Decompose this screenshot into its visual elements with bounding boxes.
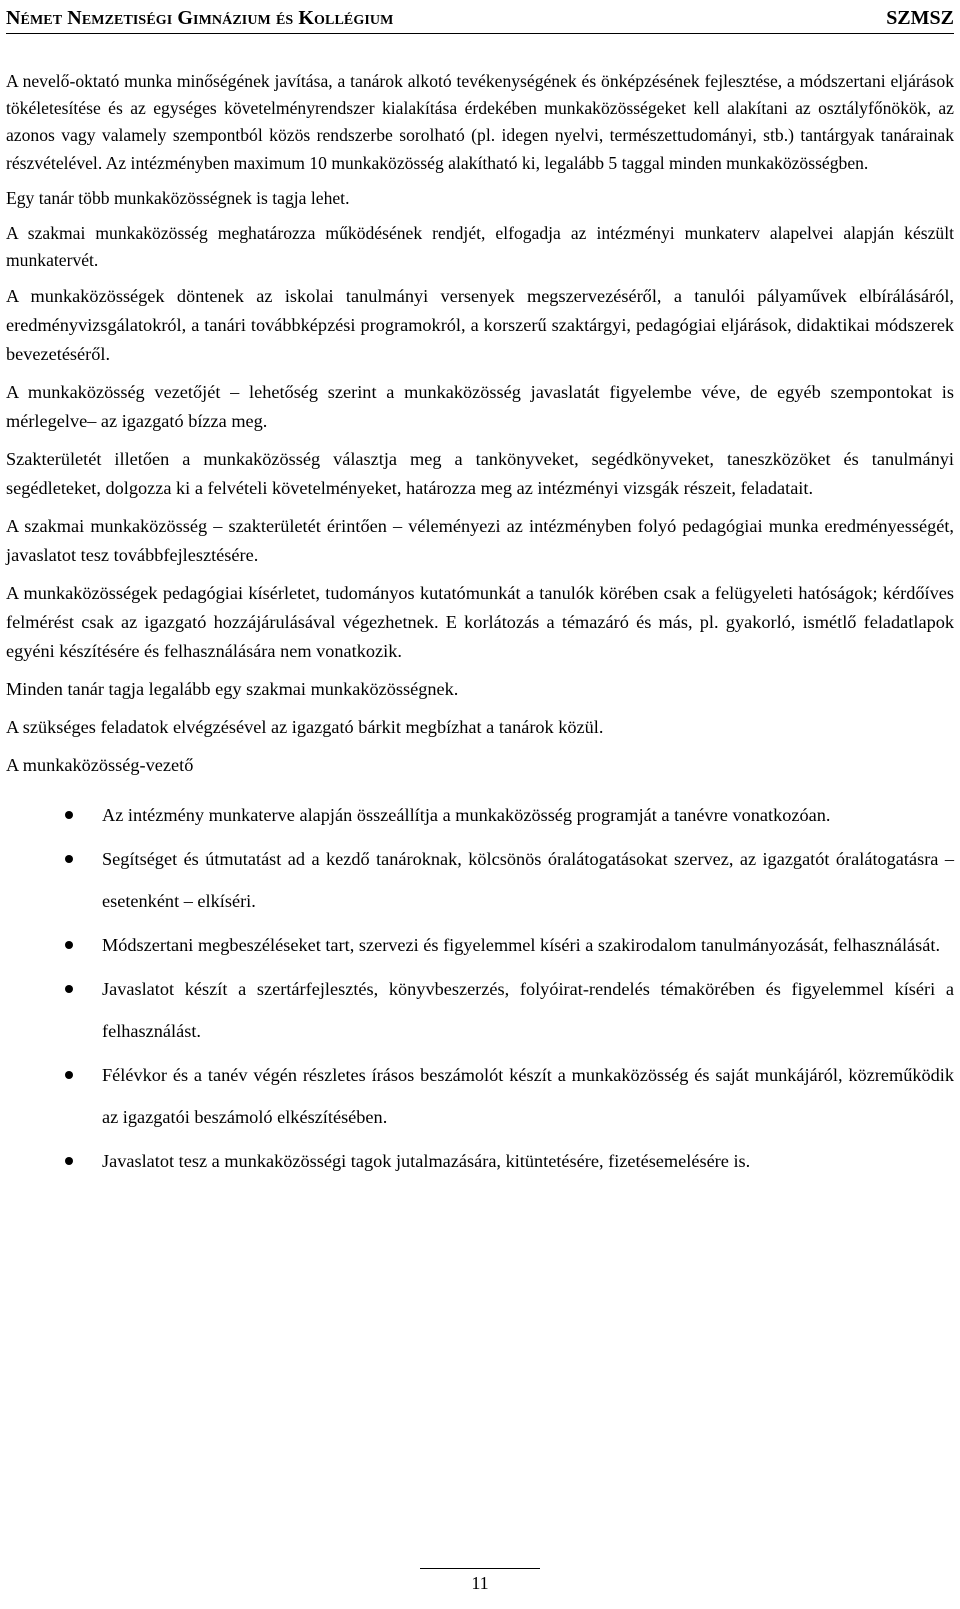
paragraph: A munkaközösség-vezető xyxy=(6,755,194,776)
list-item xyxy=(6,1140,954,1182)
list-item-text: Javaslatot készít a szertárfejlesztés, könyvbeszerzés, folyóirat-rendelés témakörében és figyelemmel kíséri a felhasználást. xyxy=(102,979,954,1042)
paragraph: Egy tanár több munkaközösségnek is tagja lehet. xyxy=(6,187,350,208)
footer-divider xyxy=(420,1568,540,1569)
list-item xyxy=(6,1054,954,1138)
list-item-text: Az intézmény munkaterve alapján összeállítja a munkaközösség programját a tanévre vonatkozóan. xyxy=(102,805,831,826)
bullet-icon xyxy=(65,985,73,993)
paragraph: A szakmai munkaközösség – szakterületét érintően – véleményezi az intézményben folyó pedagógiai munka eredményességét, javaslatot tesz továbbfejlesztésére. xyxy=(6,516,954,566)
document-abbreviation: SZMSZ xyxy=(886,7,954,29)
list-item-text: Félévkor és a tanév végén részletes írásos beszámolót készít a munkaközösség és saját munkájáról, közreműködik az igazgatói beszámoló elkészítésében. xyxy=(102,1065,954,1128)
list-item xyxy=(6,838,954,922)
bullet-icon xyxy=(65,1071,73,1079)
paragraph: Minden tanár tagja legalább egy szakmai munkaközösségnek. xyxy=(6,679,459,700)
page-header xyxy=(6,2,954,34)
list-item xyxy=(6,968,954,1052)
paragraph: A munkaközösségek döntenek az iskolai tanulmányi versenyek megszervezéséről, a tanulói pályaművek elbírálásáról, eredményvizsgálatokról, a tanári továbbképzési programokról, a korszerű szaktárgyi, pedagógiai eljárások, didaktikai módszerek bevezetéséről. xyxy=(6,286,954,365)
list-item-text: Javaslatot tesz a munkaközösségi tagok jutalmazására, kitüntetésére, fizetésemelésére is. xyxy=(102,1151,751,1172)
list-item xyxy=(6,794,954,836)
paragraph: Szakterületét illetően a munkaközösség választja meg a tankönyveket, segédkönyveket, taneszközöket és tanulmányi segédleteket, dolgozza ki a felvételi követelményeket, határozza meg az intézményi vizsgák részeit, feladatait. xyxy=(6,449,954,499)
page-number: 11 xyxy=(471,1573,489,1593)
bullet-icon xyxy=(65,811,73,819)
paragraph: A nevelő-oktató munka minőségének javítása, a tanárok alkotó tevékenységének és önképzésének fejlesztése, a módszertani eljárások tökéletesítése és az egységes követelményrendszer kialakítása érdekében munkaközösségeket kell alakítani az osztályfőnökök, az azonos vagy valamely szempontból közös rendszerbe sorolható (pl. idegen nyelvi, természettudományi, stb.) tantárgyak tanárainak részvételével. Az intézményben maximum 10 munkaközösség alakítható ki, legalább 5 taggal minden munkaközösségben. xyxy=(6,71,954,173)
bullet-icon xyxy=(65,1157,73,1165)
duties-list xyxy=(6,794,954,1182)
list-item xyxy=(6,924,954,966)
paragraph: A munkaközösség vezetőjét – lehetőség szerint a munkaközösség javaslatát figyelembe véve, de egyéb szempontokat is mérlegelve– az igazgató bízza meg. xyxy=(6,382,954,432)
paragraph: A szükséges feladatok elvégzésével az igazgató bárkit megbízhat a tanárok közül. xyxy=(6,717,604,738)
list-item-text: Segítséget és útmutatást ad a kezdő tanároknak, kölcsönös óralátogatásokat szervez, az igazgatót óralátogatásra – esetenként – elkíséri. xyxy=(102,849,954,912)
school-name: Német Nemzetiségi Gimnázium és Kollégium xyxy=(6,7,394,29)
bullet-icon xyxy=(65,855,73,863)
body-text xyxy=(6,68,954,1184)
list-item-text: Módszertani megbeszéléseket tart, szervezi és figyelemmel kíséri a szakirodalom tanulmányozását, felhasználását. xyxy=(102,935,941,956)
paragraph: A munkaközösségek pedagógiai kísérletet, tudományos kutatómunkát a tanulók körében csak a felügyeleti hatóságok; kérdőíves felmérést csak az igazgató hozzájárulásával végezhetnek. E korlátozás a témazáró és más, pl. gyakorló, ismétlő feladatlapok egyéni készítésére és felhasználására nem vonatkozik. xyxy=(6,583,954,662)
paragraph: A szakmai munkaközösség meghatározza működésének rendjét, elfogadja az intézményi munkaterv alapelvei alapján készült munkatervét. xyxy=(6,223,954,271)
bullet-icon xyxy=(65,941,73,949)
